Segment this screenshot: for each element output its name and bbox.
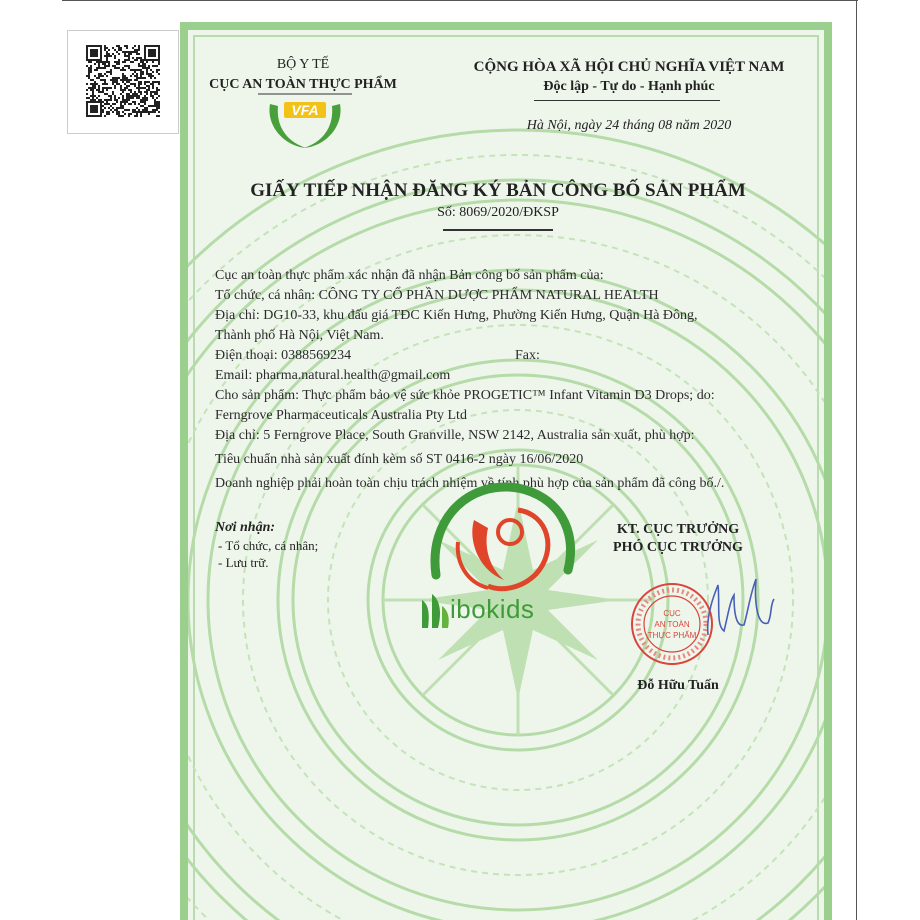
ibokids-brand-text: ibokids bbox=[450, 594, 535, 624]
department-name: CỤC AN TOÀN THỰC PHẨM bbox=[209, 77, 397, 92]
stamp-line-1: CỤC bbox=[663, 609, 681, 618]
ibokids-leaf-icon bbox=[418, 588, 452, 632]
qr-code-icon bbox=[86, 45, 160, 117]
body-line-1: Cục an toàn thực phẩm xác nhận đã nhận Bản công bố sản phẩm của: bbox=[215, 268, 604, 283]
qr-code-frame bbox=[67, 30, 179, 134]
stamp-line-3: THỰC PHẨM bbox=[647, 631, 697, 640]
body-line-manufacturer: Ferngrove Pharmaceuticals Australia Pty Ltd bbox=[215, 408, 467, 423]
stamp-line-2: AN TOÀN bbox=[654, 620, 690, 629]
document-number: Số: 8069/2020/ĐKSP bbox=[437, 205, 559, 220]
body-line-phone: Điện thoại: 0388569234 bbox=[215, 348, 352, 363]
vfa-logo-text: VFA bbox=[291, 102, 319, 118]
signer-title-2: PHÓ CỤC TRƯỞNG bbox=[613, 540, 743, 555]
place-date: Hà Nội, ngày 24 tháng 08 năm 2020 bbox=[526, 118, 732, 133]
motto-underline bbox=[534, 100, 720, 101]
title-underline bbox=[443, 229, 553, 231]
body-line-email: Email: pharma.natural.health@gmail.com bbox=[215, 368, 451, 383]
page-right-border bbox=[856, 0, 857, 920]
country-name: CỘNG HÒA XÃ HỘI CHỦ NGHĨA VIỆT NAM bbox=[473, 59, 785, 75]
body-line-standard: Tiêu chuẩn nhà sản xuất đính kèm số ST 0416-2 ngày 16/06/2020 bbox=[215, 452, 584, 467]
certificate-document bbox=[180, 22, 832, 920]
fax-label: Fax: bbox=[515, 348, 540, 363]
body-line-3: Địa chỉ: DG10-33, khu đấu giá TĐC Kiến Hưng, Phường Kiến Hưng, Quận Hà Đông, bbox=[215, 308, 698, 323]
recipient-item-2: - Lưu trữ. bbox=[218, 555, 269, 570]
handwritten-signature-icon bbox=[688, 565, 788, 655]
vfa-logo-icon bbox=[258, 92, 352, 152]
signer-name: Đỗ Hữu Tuấn bbox=[637, 678, 719, 693]
signer-title-1: KT. CỤC TRƯỞNG bbox=[616, 522, 740, 537]
body-line-2: Tổ chức, cá nhân: CÔNG TY CỔ PHẦN DƯỢC PHẨM NATURAL HEALTH bbox=[215, 288, 659, 303]
national-motto: Độc lập - Tự do - Hạnh phúc bbox=[543, 79, 715, 94]
body-line-product: Cho sản phẩm: Thực phẩm bảo vệ sức khỏe PROGETIC™ Infant Vitamin D3 Drops; do: bbox=[215, 388, 715, 403]
document-title: GIẤY TIẾP NHẬN ĐĂNG KÝ BẢN CÔNG BỐ SẢN PHẨM bbox=[250, 180, 746, 201]
body-line-manufacturer-address: Địa chỉ: 5 Ferngrove Place, South Granville, NSW 2142, Australia sản xuất, phù hợp: bbox=[215, 428, 695, 443]
page-top-border bbox=[62, 0, 858, 5]
body-line-responsibility: Doanh nghiệp phải hoàn toàn chịu trách nhiệm về tính phù hợp của sản phẩm đã công bố./. bbox=[215, 476, 725, 491]
body-line-4: Thành phố Hà Nội, Việt Nam. bbox=[215, 328, 384, 343]
ministry-name: BỘ Y TẾ bbox=[276, 57, 330, 72]
recipients-label: Nơi nhận: bbox=[215, 520, 276, 535]
recipient-item-1: - Tổ chức, cá nhân; bbox=[218, 538, 319, 553]
